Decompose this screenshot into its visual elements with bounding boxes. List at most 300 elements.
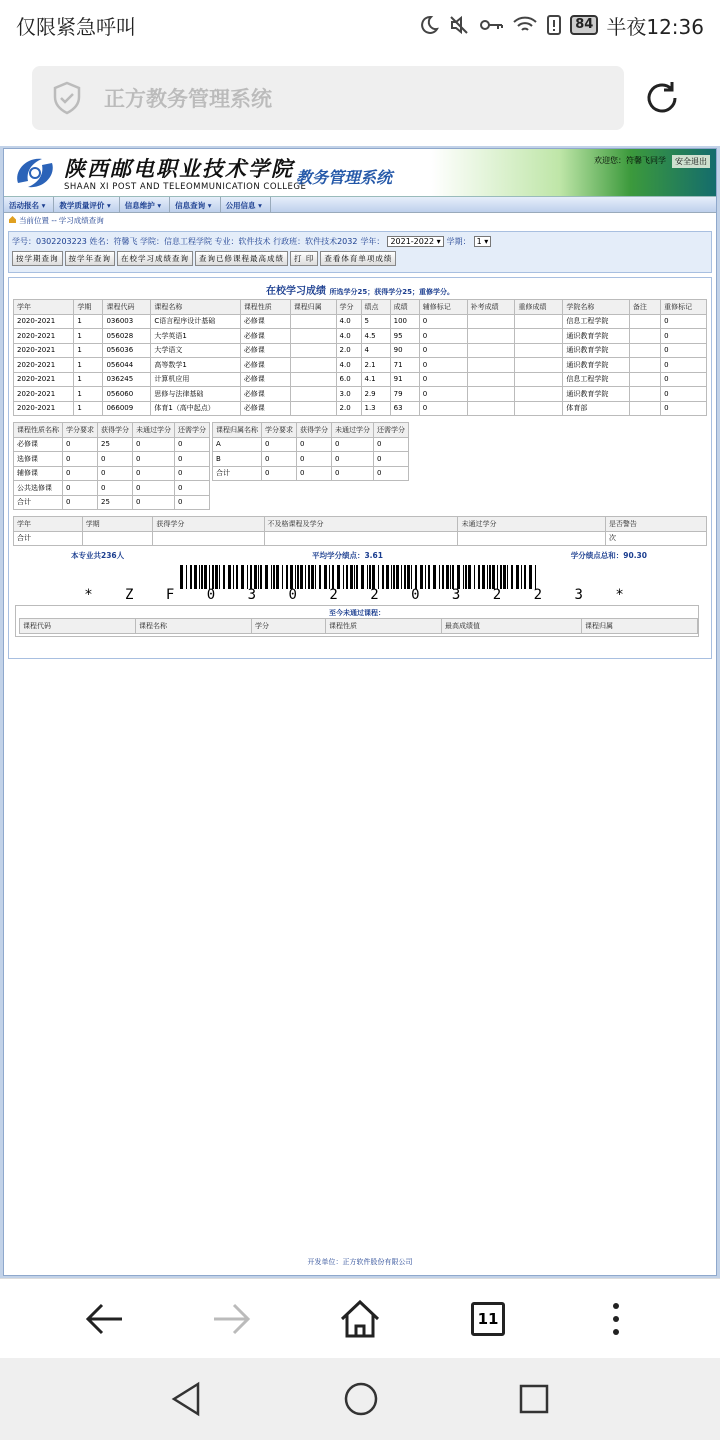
table-cell: 91 <box>390 372 419 387</box>
table-cell <box>629 314 660 329</box>
barcode-bar <box>521 565 522 589</box>
table-cell: 信息工程学院 <box>563 372 630 387</box>
menu-item[interactable]: 信息查询 ▾ <box>170 197 220 212</box>
table-cell: 计算机应用 <box>151 372 240 387</box>
table-cell: 0 <box>332 437 374 452</box>
not-passed-section <box>15 605 699 637</box>
browser-url-bar <box>0 50 720 146</box>
table-cell: 必修课 <box>240 387 290 402</box>
table-cell: 0 <box>63 437 98 452</box>
table-cell: 辅修课 <box>14 466 63 481</box>
home-icon <box>339 1299 381 1339</box>
barcode-bar <box>396 565 399 589</box>
table-cell <box>290 329 336 344</box>
barcode-bar <box>329 565 330 589</box>
table-cell <box>467 314 515 329</box>
table-cell: 0 <box>175 437 210 452</box>
table-cell <box>515 358 563 373</box>
table-cell: 1.3 <box>361 401 390 416</box>
table-cell: 4.0 <box>336 329 361 344</box>
main-menu <box>4 197 716 213</box>
barcode-bar <box>457 565 460 589</box>
table-cell: 066009 <box>103 401 151 416</box>
table-cell <box>515 314 563 329</box>
barcode-bar <box>361 565 364 589</box>
webview <box>0 146 720 1278</box>
query-best-scores-button[interactable]: 查询已修课程最高成绩 <box>195 251 288 266</box>
column-header: 学期 <box>82 517 153 532</box>
table-cell: 必修课 <box>240 372 290 387</box>
table-cell: 71 <box>390 358 419 373</box>
barcode-bar <box>305 565 306 589</box>
table-row <box>14 466 210 481</box>
table-cell: 4.0 <box>336 314 361 329</box>
tabs-button[interactable] <box>458 1289 518 1349</box>
column-header: 学院名称 <box>563 300 630 315</box>
barcode-bar <box>439 565 440 589</box>
barcode-bar <box>219 565 220 589</box>
barcode-bar <box>186 565 187 589</box>
reload-icon[interactable] <box>642 78 682 118</box>
barcode-bar <box>401 565 402 589</box>
table-cell: 0 <box>661 387 707 402</box>
table-cell: 0 <box>63 481 98 496</box>
table-cell <box>153 531 264 546</box>
barcode-bar <box>428 565 430 589</box>
term-select[interactable]: 1 ▾ <box>474 236 492 247</box>
barcode-bar <box>308 565 310 589</box>
barcode-bar <box>260 565 262 589</box>
barcode-bar <box>282 565 283 589</box>
more-menu-button[interactable] <box>586 1289 646 1349</box>
table-cell: 036003 <box>103 314 151 329</box>
table-cell: 0 <box>98 481 133 496</box>
table-cell <box>467 358 515 373</box>
table-cell: 2.1 <box>361 358 390 373</box>
table-cell: 次 <box>605 531 706 546</box>
table-row <box>14 481 210 496</box>
home-button[interactable] <box>330 1289 390 1349</box>
barcode-bar <box>500 565 502 589</box>
table-cell: 体育部 <box>563 401 630 416</box>
table-cell: 25 <box>98 437 133 452</box>
table-cell <box>629 358 660 373</box>
table-cell: 2.0 <box>336 343 361 358</box>
table-cell: 0 <box>175 466 210 481</box>
table-cell: 0 <box>661 401 707 416</box>
table-cell: B <box>213 452 262 467</box>
table-cell: 2020-2021 <box>14 343 74 358</box>
print-button[interactable]: 打 印 <box>290 251 318 266</box>
table-cell <box>629 372 660 387</box>
key-icon <box>478 14 504 36</box>
system-title: 教务管理系统 <box>296 168 393 187</box>
table-cell: 036245 <box>103 372 151 387</box>
table-cell: C语言程序设计基础 <box>151 314 240 329</box>
table-cell <box>467 329 515 344</box>
table-cell: 056044 <box>103 358 151 373</box>
column-header: 辅修标记 <box>419 300 467 315</box>
barcode-bar <box>212 565 214 589</box>
year-select[interactable]: 2021-2022 ▾ <box>387 236 443 247</box>
page-frame <box>3 148 717 1276</box>
table-cell: 必修课 <box>240 401 290 416</box>
barcode-bar <box>319 565 321 589</box>
barcode-bar <box>215 565 218 589</box>
table-cell: 0 <box>63 495 98 510</box>
table-cell: 056036 <box>103 343 151 358</box>
home-circle-icon[interactable] <box>343 1381 379 1417</box>
table-cell: 4.0 <box>336 358 361 373</box>
carrier-text: 仅限紧急呼叫 <box>16 14 136 39</box>
table-cell: 4.5 <box>361 329 390 344</box>
barcode-bar <box>276 565 279 589</box>
barcode-bar <box>393 565 395 589</box>
barcode-bar <box>450 565 451 589</box>
avg-gpa: 平均学分绩点：3.61 <box>311 551 383 560</box>
barcode-bar <box>507 565 508 589</box>
course-nature-table <box>13 422 210 510</box>
barcode-bar <box>425 565 426 589</box>
barcode-bar <box>492 565 495 589</box>
column-header: 学年 <box>14 517 83 532</box>
column-header: 学分 <box>252 619 326 634</box>
score-table <box>13 299 707 416</box>
barcode-bar <box>324 565 327 589</box>
barcode-bar <box>247 565 248 589</box>
barcode-bar <box>378 565 379 589</box>
barcode-bar <box>452 565 454 589</box>
barcode-bar <box>250 565 252 589</box>
table-cell: 1 <box>74 387 103 402</box>
column-header: 课程性质 <box>240 300 290 315</box>
table-header-row <box>14 517 707 532</box>
table-cell: 通识教育学院 <box>563 329 630 344</box>
column-header: 未通过学分 <box>332 423 374 438</box>
barcode-bar <box>367 565 368 589</box>
barcode-bar <box>241 565 244 589</box>
table-cell <box>629 343 660 358</box>
barcode-bar <box>489 565 491 589</box>
table-cell: 通识教育学院 <box>563 343 630 358</box>
barcode-bar <box>463 565 464 589</box>
barcode-bar <box>411 565 412 589</box>
table-row <box>14 358 707 373</box>
column-header: 补考成绩 <box>467 300 515 315</box>
table-cell <box>515 401 563 416</box>
table-cell: 0 <box>419 329 467 344</box>
barcode-bar <box>194 565 197 589</box>
report-area <box>8 277 712 659</box>
column-header: 未通过学分 <box>133 423 175 438</box>
table-header-row <box>14 300 707 315</box>
table-cell: 0 <box>262 437 297 452</box>
table-cell: 0 <box>262 452 297 467</box>
column-header: 重修成绩 <box>515 300 563 315</box>
back-button[interactable] <box>74 1289 134 1349</box>
barcode-bar <box>204 565 207 589</box>
barcode-bar <box>228 565 231 589</box>
column-header: 课程代码 <box>103 300 151 315</box>
table-cell: 2020-2021 <box>14 358 74 373</box>
barcode-bar <box>369 565 371 589</box>
site-header <box>4 149 716 197</box>
barcode-bar <box>199 565 200 589</box>
gpa-stats <box>13 546 707 561</box>
table-row <box>14 387 707 402</box>
back-triangle-icon[interactable] <box>170 1381 204 1417</box>
barcode-bar <box>233 565 234 589</box>
table-cell: 必修课 <box>14 437 63 452</box>
address-field[interactable] <box>32 66 624 130</box>
logout-link[interactable]: 安全退出 <box>672 155 710 168</box>
barcode-bar <box>442 565 444 589</box>
barcode-bar <box>382 565 384 589</box>
table-cell: 0 <box>63 466 98 481</box>
table-cell: 0 <box>133 437 175 452</box>
column-header: 课程归属 <box>290 300 336 315</box>
barcode-bar <box>372 565 375 589</box>
table-cell <box>290 314 336 329</box>
barcode-bar <box>273 565 275 589</box>
barcode-image <box>180 565 540 589</box>
table-row <box>14 343 707 358</box>
table-cell <box>467 401 515 416</box>
table-cell: 0 <box>133 495 175 510</box>
table-cell: 2020-2021 <box>14 401 74 416</box>
barcode-bar <box>524 565 526 589</box>
table-row <box>14 314 707 329</box>
table-cell: 2.0 <box>336 401 361 416</box>
table-cell <box>290 387 336 402</box>
table-cell: 2.9 <box>361 387 390 402</box>
column-header: 获得学分 <box>98 423 133 438</box>
barcode-bar <box>209 565 210 589</box>
query-by-year-button[interactable]: 按学年查询 <box>65 251 116 266</box>
table-row <box>14 531 707 546</box>
home-icon <box>8 215 17 224</box>
barcode-bar <box>337 565 340 589</box>
table-cell <box>515 329 563 344</box>
system-nav-bar <box>0 1358 720 1440</box>
column-header: 是否警告 <box>605 517 706 532</box>
menu-item[interactable]: 公用信息 ▾ <box>221 197 271 212</box>
table-cell: 1 <box>74 314 103 329</box>
menu-item[interactable]: 活动报名 ▾ <box>4 197 54 212</box>
barcode-bar <box>415 565 417 589</box>
table-cell: 79 <box>390 387 419 402</box>
barcode-bar <box>297 565 299 589</box>
table-cell <box>467 387 515 402</box>
pe-scores-button[interactable]: 查看体育单项成绩 <box>320 251 396 266</box>
school-name-cn: 陕西邮电职业技术学院 <box>64 156 294 181</box>
table-row <box>14 372 707 387</box>
column-header: 获得学分 <box>153 517 264 532</box>
table-cell <box>515 372 563 387</box>
table-row <box>213 437 409 452</box>
table-cell: 100 <box>390 314 419 329</box>
table-cell: 0 <box>419 358 467 373</box>
table-cell: 2020-2021 <box>14 387 74 402</box>
column-header: 获得学分 <box>297 423 332 438</box>
arrow-left-icon <box>84 1301 124 1337</box>
table-cell: 1 <box>74 329 103 344</box>
barcode-bar <box>386 565 389 589</box>
barcode-bar <box>271 565 272 589</box>
table-cell: 合计 <box>14 531 83 546</box>
table-cell: 必修课 <box>240 358 290 373</box>
mute-icon <box>448 14 470 36</box>
barcode-bar <box>391 565 392 589</box>
table-cell: 056028 <box>103 329 151 344</box>
table-cell: 0 <box>297 437 332 452</box>
table-row <box>213 452 409 467</box>
table-cell: 0 <box>98 452 133 467</box>
barcode-bar <box>511 565 513 589</box>
barcode-bar <box>503 565 506 589</box>
table-cell: 体育1（高中起点） <box>151 401 240 416</box>
query-all-scores-button[interactable]: 在校学习成绩查询 <box>117 251 193 266</box>
button-row <box>12 251 708 266</box>
barcode-bar <box>265 565 268 589</box>
table-cell: 0 <box>297 466 332 481</box>
table-cell <box>515 343 563 358</box>
table-cell <box>290 401 336 416</box>
table-cell <box>467 372 515 387</box>
barcode-bar <box>529 565 532 589</box>
table-cell: 合计 <box>14 495 63 510</box>
table-cell: 0 <box>419 343 467 358</box>
barcode-bar <box>290 565 293 589</box>
column-header: 未通过学分 <box>458 517 605 532</box>
barcode-bar <box>497 565 498 589</box>
barcode-bar <box>311 565 314 589</box>
table-cell: 3.0 <box>336 387 361 402</box>
column-header: 学分要求 <box>262 423 297 438</box>
barcode-bar <box>487 565 488 589</box>
barcode-bar <box>465 565 467 589</box>
barcode-bar <box>254 565 257 589</box>
warning-table <box>13 516 707 546</box>
table-row <box>14 437 210 452</box>
table-row <box>14 401 707 416</box>
barcode-bar <box>356 565 358 589</box>
table-cell: 2020-2021 <box>14 314 74 329</box>
table-cell: 0 <box>175 495 210 510</box>
table-cell: 2020-2021 <box>14 329 74 344</box>
menu-item[interactable]: 信息维护 ▾ <box>120 197 170 212</box>
table-cell <box>629 401 660 416</box>
forward-button[interactable] <box>202 1289 262 1349</box>
table-header-row <box>14 423 210 438</box>
table-header-row <box>213 423 409 438</box>
table-cell: 高等数学1 <box>151 358 240 373</box>
student-info: 学号：0302203223 姓名：符馨飞 学院：信息工程学院 专业：软件技术 行政班：软件技术2032 学年： 2021-2022 ▾ 学期： 1 ▾ <box>12 236 708 247</box>
table-cell: 0 <box>419 401 467 416</box>
column-header: 课程性质 <box>326 619 442 634</box>
table-cell: 4 <box>361 343 390 358</box>
table-cell: 通识教育学院 <box>563 387 630 402</box>
more-vertical-icon <box>611 1301 621 1337</box>
column-header: 课程名称 <box>136 619 252 634</box>
column-header: 学期 <box>74 300 103 315</box>
table-cell: 思修与法律基础 <box>151 387 240 402</box>
barcode-bar <box>258 565 259 589</box>
column-header: 课程性质名称 <box>14 423 63 438</box>
table-cell <box>629 329 660 344</box>
barcode-bar <box>180 565 183 589</box>
tab-count: 11 <box>471 1302 505 1336</box>
table-cell: 5 <box>361 314 390 329</box>
barcode-bar <box>478 565 480 589</box>
column-header: 课程归属 <box>582 619 698 634</box>
wifi-icon <box>512 14 538 36</box>
table-cell: 0 <box>374 437 409 452</box>
clock: 半夜12:36 <box>606 14 704 39</box>
table-row <box>14 329 707 344</box>
table-cell: 通识教育学院 <box>563 358 630 373</box>
barcode-bar <box>482 565 485 589</box>
barcode-bar <box>535 565 536 589</box>
table-cell: 1 <box>74 358 103 373</box>
table-cell <box>458 531 605 546</box>
table-row <box>14 495 210 510</box>
table-cell: 0 <box>332 452 374 467</box>
table-cell: 1 <box>74 401 103 416</box>
not-passed-caption: 至今未通过课程： <box>329 609 385 617</box>
table-row <box>14 452 210 467</box>
table-cell <box>264 531 458 546</box>
not-passed-table <box>19 618 698 634</box>
welcome-text: 欢迎您：符馨飞同学 <box>594 156 666 165</box>
barcode-bar <box>201 565 203 589</box>
table-cell: 0 <box>175 452 210 467</box>
barcode-bar <box>354 565 355 589</box>
page-title: 正方教务管理系统 <box>104 87 272 111</box>
barcode-bar <box>420 565 423 589</box>
barcode-bar <box>190 565 192 589</box>
table-cell: 2020-2021 <box>14 372 74 387</box>
table-cell: 4.1 <box>361 372 390 387</box>
barcode-bar <box>346 565 348 589</box>
table-cell <box>467 343 515 358</box>
table-cell: 0 <box>297 452 332 467</box>
recents-square-icon[interactable] <box>518 1383 550 1415</box>
barcode-bar <box>474 565 475 589</box>
table-cell: 1 <box>74 372 103 387</box>
column-header: 最高成绩值 <box>442 619 582 634</box>
column-header: 还需学分 <box>175 423 210 438</box>
barcode-bar <box>223 565 225 589</box>
column-header: 学分 <box>336 300 361 315</box>
barcode-bar <box>315 565 316 589</box>
query-by-term-button[interactable]: 按学期查询 <box>12 251 63 266</box>
table-cell: 必修课 <box>240 314 290 329</box>
table-cell: 必修课 <box>240 343 290 358</box>
barcode-bar <box>236 565 238 589</box>
battery-icon: 84 <box>570 15 598 35</box>
table-cell <box>629 387 660 402</box>
barcode-bar <box>350 565 353 589</box>
column-header: 学分要求 <box>63 423 98 438</box>
column-header: 课程名称 <box>151 300 240 315</box>
barcode-bar <box>300 565 303 589</box>
table-cell: 大学语文 <box>151 343 240 358</box>
menu-item[interactable]: 教学质量评价 ▾ <box>54 197 119 212</box>
moon-icon <box>418 14 440 36</box>
table-cell: 0 <box>133 466 175 481</box>
table-cell: 0 <box>133 481 175 496</box>
